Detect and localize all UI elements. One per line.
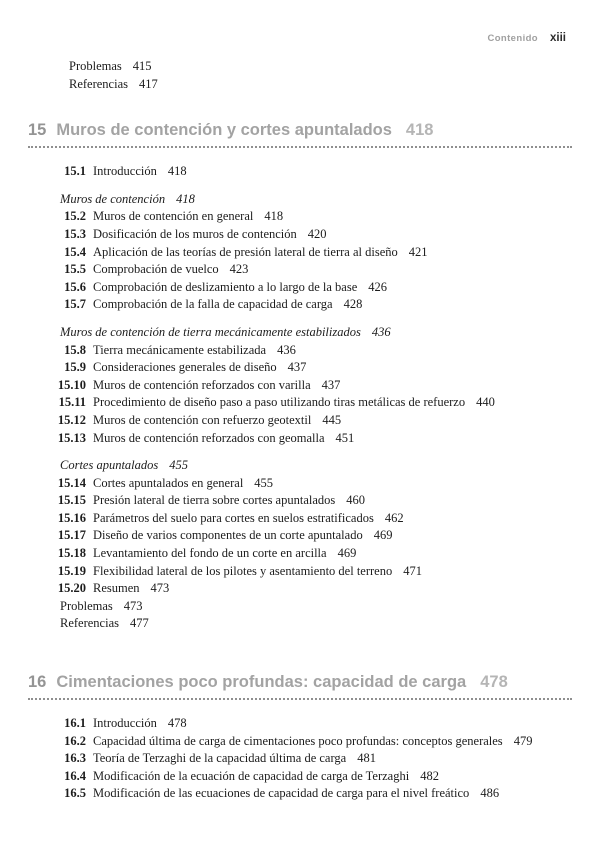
- chapter-15-entries: [28, 163, 572, 633]
- toc-entry-page: 486: [480, 786, 500, 801]
- toc-entry-page: 473: [123, 598, 143, 613]
- toc-subheading-page: 436: [371, 324, 391, 339]
- toc-entry-title: Tierra mecánicamente estabilizada: [93, 342, 267, 357]
- toc-entry-page: 417: [139, 76, 158, 91]
- toc-entry-number: 16.4: [64, 768, 86, 783]
- toc-entry-number: 15.14: [57, 475, 86, 490]
- toc-entry-page: 469: [337, 546, 357, 561]
- toc-entry-page: 473: [150, 581, 170, 596]
- toc-entry-number: 15.7: [64, 297, 86, 312]
- chapter-title: Cimentaciones poco profundas: capacidad de carga: [56, 673, 467, 692]
- toc-entry: [52, 342, 572, 360]
- toc-entry-page: 426: [368, 279, 388, 294]
- toc-entry-number: 15.9: [64, 360, 86, 375]
- toc-entry-title: Teoría de Terzaghi de la capacidad última de carga: [93, 751, 347, 766]
- toc-entry-title: Comprobación de deslizamiento a lo largo de la base: [93, 279, 358, 294]
- toc-entry-page: 418: [167, 164, 187, 179]
- toc-entry-title: Problemas: [60, 598, 113, 613]
- toc-entry: [52, 768, 572, 786]
- toc-entry-page: 482: [420, 768, 439, 783]
- toc-entry-number: 16.1: [64, 716, 86, 731]
- toc-entry-title: Introducción: [93, 164, 157, 179]
- toc-entry-page: 436: [277, 342, 296, 357]
- toc-entry-title: Muros de contención en general: [93, 209, 254, 224]
- toc-entry-title: Parámetros del suelo para cortes en suelos estratificados: [93, 510, 374, 525]
- toc-entry: [52, 615, 572, 633]
- toc-entry-page: 471: [403, 563, 422, 578]
- toc-entry: [52, 492, 572, 510]
- toc-entry-number: 15.3: [64, 226, 86, 241]
- toc-entry-number: 15.2: [64, 209, 86, 224]
- toc-subheading: [52, 457, 572, 475]
- toc-entry-title: Dosificación de los muros de contención: [93, 226, 297, 241]
- toc-entry-title: Muros de contención reforzados con geomalla: [93, 430, 325, 445]
- toc-entry-page: 462: [384, 510, 404, 525]
- toc-entry-title: Cortes apuntalados en general: [93, 475, 244, 490]
- chapter-title: Muros de contención y cortes apuntalados: [56, 121, 392, 140]
- toc-entry-title: Comprobación de la falla de capacidad de carga: [93, 297, 333, 312]
- folio-page-number: xiii: [550, 32, 566, 44]
- toc-entry: [52, 598, 572, 616]
- toc-entry: [52, 244, 572, 262]
- toc-entry: [52, 510, 572, 528]
- toc-entry-page: 455: [254, 475, 274, 490]
- toc-entry-number: 15.15: [57, 493, 86, 508]
- toc-subheading: [52, 324, 572, 342]
- toc-subheading-page: 455: [169, 458, 189, 473]
- toc-entry-number: 15.6: [64, 279, 86, 294]
- toc-entry-title: Muros de contención con refuerzo geotextil: [93, 412, 312, 427]
- toc-entry: [61, 76, 572, 94]
- toc-entry-number: 15.5: [64, 262, 86, 277]
- toc-subheading: [52, 191, 572, 209]
- toc-entry: [52, 545, 572, 563]
- toc-entry-title: Diseño de varios componentes de un corte apuntalado: [93, 528, 363, 543]
- toc-entry: [52, 296, 572, 314]
- toc-entry-number: 15.10: [57, 377, 86, 392]
- toc-entry-page: 415: [132, 59, 152, 73]
- toc-entry-title: Modificación de las ecuaciones de capacidad de carga para el nivel freático: [93, 786, 470, 801]
- toc-entry-page: 437: [287, 360, 307, 375]
- toc-entry-number: 15.12: [57, 412, 86, 427]
- toc-entry: [52, 279, 572, 297]
- toc-entry-title: Muros de contención reforzados con varilla: [93, 377, 311, 392]
- toc-entry-number: 15.4: [64, 244, 86, 259]
- toc-entry-page: 445: [322, 412, 342, 427]
- toc-entry-page: 423: [229, 262, 249, 277]
- toc-entry: [52, 785, 572, 803]
- toc-entry-title: Problemas: [69, 59, 122, 73]
- toc-entry-title: Flexibilidad lateral de los pilotes y asentamiento del terreno: [93, 563, 393, 578]
- toc-entry-number: 15.19: [57, 563, 86, 578]
- toc-entry-page: 478: [167, 716, 187, 731]
- toc-entry: [52, 733, 572, 751]
- previous-chapter-end: [28, 58, 572, 93]
- toc-subheading-title: Cortes apuntalados: [60, 458, 159, 473]
- toc-entry-number: 16.3: [64, 751, 86, 766]
- toc-entry-title: Consideraciones generales de diseño: [93, 360, 277, 375]
- running-head: Contenido: [487, 33, 539, 44]
- toc-entry: [61, 58, 572, 76]
- toc-entry-title: Capacidad última de carga de cimentaciones poco profundas: conceptos generales: [93, 733, 503, 748]
- toc-entry-number: 15.8: [64, 342, 86, 357]
- toc-entry: [52, 163, 572, 181]
- toc-entry: [52, 359, 572, 377]
- toc-entry-number: 15.13: [57, 430, 86, 445]
- toc-entry-page: 421: [408, 244, 428, 259]
- chapter-16-entries: [28, 715, 572, 803]
- toc-entry: [52, 226, 572, 244]
- toc-entry-title: Aplicación de las teorías de presión lateral de tierra al diseño: [93, 244, 398, 259]
- toc-entry-number: 15.18: [57, 546, 86, 561]
- toc-entry-page: 437: [321, 377, 341, 392]
- dotted-rule: [28, 146, 572, 148]
- page-header: [28, 30, 572, 46]
- toc-entry-title: Procedimiento de diseño paso a paso utilizando tiras metálicas de refuerzo: [93, 395, 466, 410]
- toc-entry-page: 420: [307, 226, 327, 241]
- toc-entry: [52, 475, 572, 493]
- toc-entry: [52, 412, 572, 430]
- toc-entry-page: 418: [264, 209, 284, 224]
- toc-entry: [52, 580, 572, 598]
- chapter-15-heading: [28, 119, 572, 141]
- toc-entry-page: 477: [130, 616, 149, 631]
- toc-entry: [52, 261, 572, 279]
- chapter-page: 478: [480, 673, 508, 692]
- chapter-page: 418: [405, 121, 434, 140]
- toc-entry-page: 479: [513, 733, 533, 748]
- toc-entry-title: Presión lateral de tierra sobre cortes apuntalados: [93, 493, 336, 508]
- toc-entry-page: 469: [373, 528, 393, 543]
- toc-entry-title: Referencias: [60, 616, 119, 631]
- toc-subheading-title: Muros de contención de tierra mecánicamente estabilizados: [60, 324, 361, 339]
- toc-entry-title: Resumen: [93, 581, 140, 596]
- toc-entry-number: 15.16: [57, 510, 86, 525]
- toc-subheading-title: Muros de contención: [60, 191, 166, 206]
- toc-entry-number: 16.2: [64, 733, 86, 748]
- toc-entry-page: 451: [335, 430, 355, 445]
- chapter-16-heading: [28, 671, 572, 693]
- toc-entry-number: 16.5: [64, 786, 86, 801]
- toc-entry-title: Introducción: [93, 716, 157, 731]
- toc-entry: [52, 394, 572, 412]
- toc-entry-title: Comprobación de vuelco: [93, 262, 219, 277]
- toc-entry-page: 460: [346, 493, 366, 508]
- chapter-number: 15: [28, 121, 47, 140]
- toc-subheading-page: 418: [176, 191, 195, 206]
- toc-entry: [52, 750, 572, 768]
- chapter-number: 16: [28, 673, 47, 692]
- toc-entry-title: Referencias: [69, 76, 128, 91]
- toc-entry-title: Levantamiento del fondo de un corte en arcilla: [93, 546, 327, 561]
- toc-entry: [52, 208, 572, 226]
- toc-entry: [52, 527, 572, 545]
- toc-entry-number: 15.20: [57, 581, 86, 596]
- toc-entry: [52, 715, 572, 733]
- toc-entry-page: 440: [476, 395, 495, 410]
- dotted-rule: [28, 698, 572, 700]
- toc-entry: [52, 377, 572, 395]
- toc-entry-number: 15.1: [64, 164, 86, 179]
- toc-entry: [52, 563, 572, 581]
- toc-entry-page: 481: [357, 751, 376, 766]
- toc-entry-number: 15.17: [57, 528, 86, 543]
- toc-entry: [52, 430, 572, 448]
- toc-entry-number: 15.11: [58, 395, 86, 410]
- toc-entry-title: Modificación de la ecuación de capacidad de carga de Terzaghi: [93, 768, 410, 783]
- toc-entry-page: 428: [343, 297, 363, 312]
